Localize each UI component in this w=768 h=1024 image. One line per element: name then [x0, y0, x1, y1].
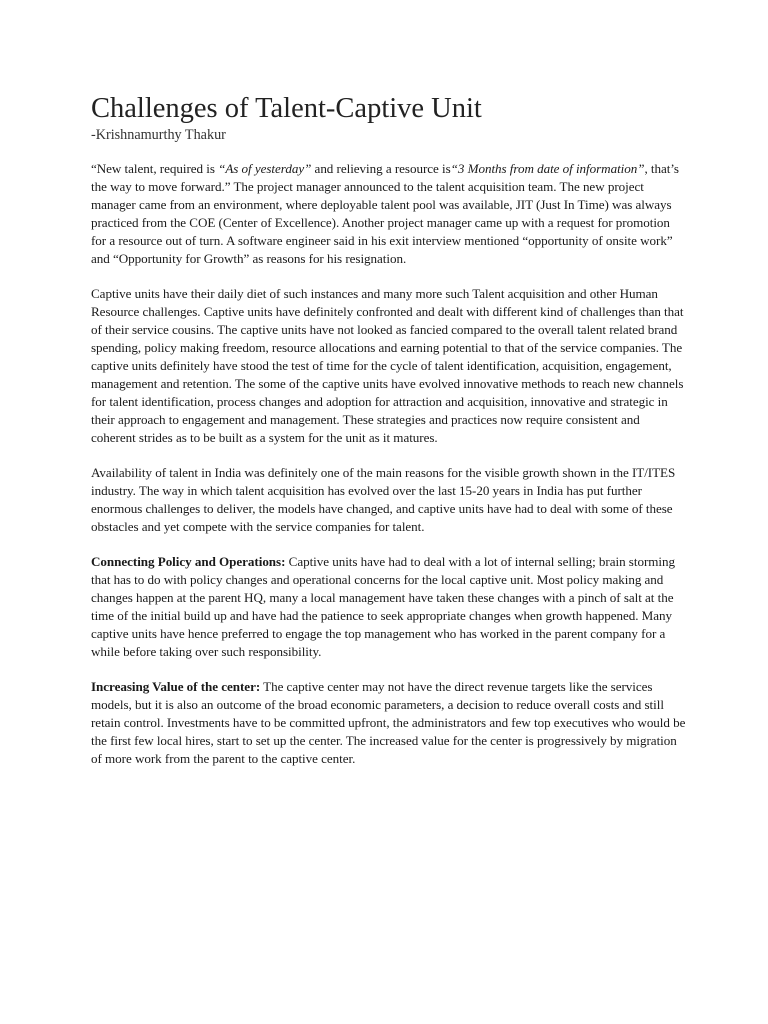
- document-page: [91, 92, 687, 785]
- paragraph-intro-text-a: “New talent, required is: [91, 161, 219, 176]
- heading-increasing-value: Increasing Value of the center:: [91, 679, 261, 694]
- paragraph-captive-units: Captive units have their daily diet of such instances and many more such Talent acquisition and other Human Resource challenges. Captive units have definitely confronted and dealt with different kind of challenges than that of their service cousins. The captive units have not looked as fancied compared to the overall talent related brand spending, policy making freedom, resource allocations and earning potential to that of the service companies. The captive units definitely have stood the test of time for the cycle of talent identification, acquisition, engagement, management and retention. The some of the captive units have evolved innovative methods to reach new channels for talent identification, process changes and adoption for attraction and acquisition, innovative and strategic in their approach to engagement and management. These strategies and practices now require consistent and coherent strides as to be built as a system for the unit as it matures.: [91, 286, 684, 445]
- heading-connecting-policy: Connecting Policy and Operations:: [91, 554, 286, 569]
- paragraph-policy-text: Captive units have had to deal with a lot of internal selling; brain storming that has to do with policy changes and operational concerns for the local captive unit. Most policy making and changes happen at the parent HQ, many a local management have taken these changes with a pinch of salt at the time of the initial build up and have had the patience to seek appropriate changes when growth happened. Many captive units have hence preferred to engage the top management who has worked in the parent company for a while before taking over such responsibility.: [91, 554, 675, 659]
- paragraph-intro: [91, 160, 687, 268]
- quote-as-of-yesterday: “As of yesterday”: [218, 161, 312, 176]
- document-author: -Krishnamurthy Thakur: [91, 127, 226, 143]
- paragraph-policy-operations: [91, 553, 687, 661]
- paragraph-intro-text-c: and relieving a resource is: [311, 161, 451, 176]
- paragraph-value-text: The captive center may not have the direct revenue targets like the services models, but it is also an outcome of the broad economic parameters, a decision to reduce overall costs and still retain control. Investments have to be committed upfront, the administrators and few top executives who would be the first few local hires, start to set up the center. The increased value for the center is progressively by migration of more work from the parent to the captive center.: [91, 679, 686, 766]
- paragraph-increasing-value: [91, 678, 687, 768]
- document-title: Challenges of Talent-Captive Unit: [91, 93, 482, 124]
- paragraph-intro-text-e: , that’s the way to move forward.” The project manager announced to the talent acquisition team. The new project manager came from an environment, where deployable talent pool was available, JIT (Just In Time) was always practiced from the COE (Center of Excellence). Another project manager came up with a request for promotion for a resource out of turn. A software engineer said in his exit interview mentioned “opportunity of onsite work” and “Opportunity for Growth” as reasons for his resignation.: [91, 161, 679, 266]
- quote-three-months: “3 Months from date of information”: [450, 161, 645, 176]
- paragraph-talent-india: Availability of talent in India was definitely one of the main reasons for the visible growth shown in the IT/ITES industry. The way in which talent acquisition has evolved over the last 15-20 years in India has put further enormous challenges to deliver, the models have changed, and captive units have had to deal with some of these obstacles and yet compete with the service companies for talent.: [91, 465, 676, 534]
